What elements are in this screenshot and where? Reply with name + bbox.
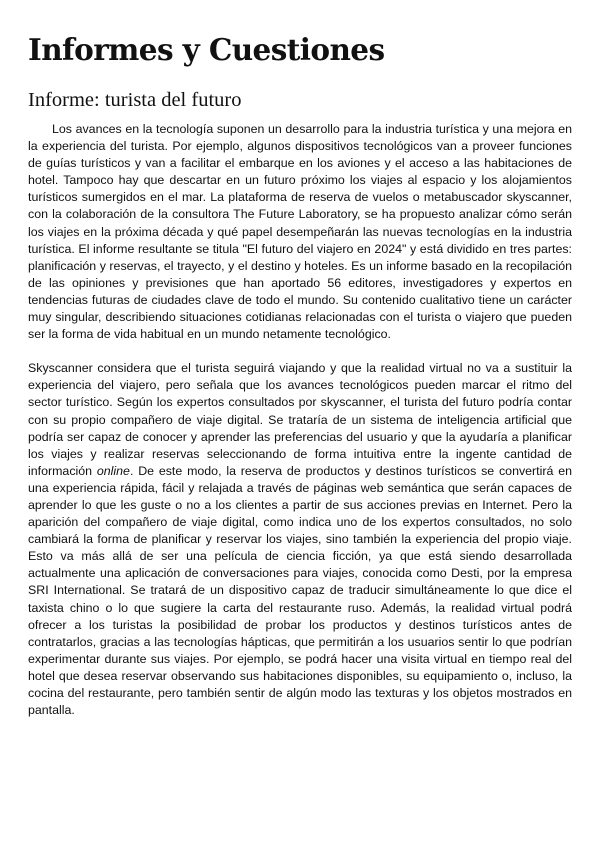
paragraph-2-part-1: Skyscanner considera que el turista seguirá viajando y que la realidad virtual no va a sustituir la experiencia del viajero, pero señala que los avances tecnológicos pueden marcar el ritmo del sector turístico. Según los expertos consultados por skyscanner, el turista del futuro podría contar con su propio compañero de viaje digital. Se trataría de un sistema de inteligencia artificial que podría ser capaz de conocer y aprender las preferencias del usuario y que la ayudaría a planificar los viajes y realizar reservas seleccionando de forma intuitiva entre la ingente cantidad de información: [28, 361, 572, 478]
paragraph-2: [28, 360, 572, 719]
paragraph-2-part-2: . De este modo, la reserva de productos y destinos turísticos se convertirá en una experiencia rápida, fácil y relajada a través de páginas web semántica que serán capaces de aprender lo que les guste o no a los clientes a partir de sus acciones previas en Internet. Pero la aparición del compañero de viaje digital, como indica uno de los expertos consultados, no solo cambiará la forma de planificar y reservar los viajes, sino también la experiencia del propio viaje. Esto va más allá de ser una película de ciencia ficción, ya que está siendo desarrollada actualmente una aplicación de conversaciones para viajes, conocida como Desti, por la empresa SRI International. Se tratará de un dispositivo capaz de traducir simultáneamente lo que dice el taxista chino o lo que sugiere la carta del restaurante ruso. Además, la realidad virtual podrá ofrecer a los turistas la posibilidad de probar los productos y destinos turísticos antes de contratarlos, gracias a las tecnologías hápticas, que permitirán a los usuarios sentir lo que podrían experimentar durante sus viajes. Por ejemplo, se podrá hacer una visita virtual en tiempo real del hotel que desea reservar observando sus habitaciones disponibles, su equipamiento o, incluso, la cocina del restaurante, pero también sentir de algún modo las texturas y los objetos mostrados en pantalla.: [28, 463, 572, 718]
paragraph-1: Los avances en la tecnología suponen un desarrollo para la industria turística y una mejora en la experiencia del turista. Por ejemplo, algunos dispositivos tecnológicos van a proveer funciones de guías turísticos y van a facilitar el embarque en los aviones y el acceso a las habitaciones de hotel. Tampoco hay que descartar en un futuro próximo los viajes al espacio y los alojamientos turísticos sumergidos en el mar. La plataforma de reserva de vuelos o metabuscador skyscanner, con la colaboración de la consultora The Future Laboratory, se ha propuesto analizar cómo serán los viajes en la próxima década y qué papel desempeñarán las nuevas tecnologías en la industria turística. El informe resultante se titula "El futuro del viajero en 2024" y está dividido en tres partes: planificación y reservas, el trayecto, y el destino y hoteles. Es un informe basado en la recopilación de las opiniones y previsiones que han aportado 56 editores, investigadores y expertos en tendencias futuras de ciudades clave de todo el mundo. Su contenido cualitativo tiene un carácter muy singular, describiendo situaciones cotidianas relacionadas con el turista o viajero que pueden ser la forma de vida habitual en un mundo netamente tecnológico.: [28, 122, 572, 342]
paragraph-2-italic-word: online: [96, 463, 130, 478]
page-title: Informes y Cuestiones: [28, 32, 385, 67]
section-title: Informe: turista del futuro: [28, 89, 242, 111]
paragraph-spacer: [28, 343, 572, 360]
